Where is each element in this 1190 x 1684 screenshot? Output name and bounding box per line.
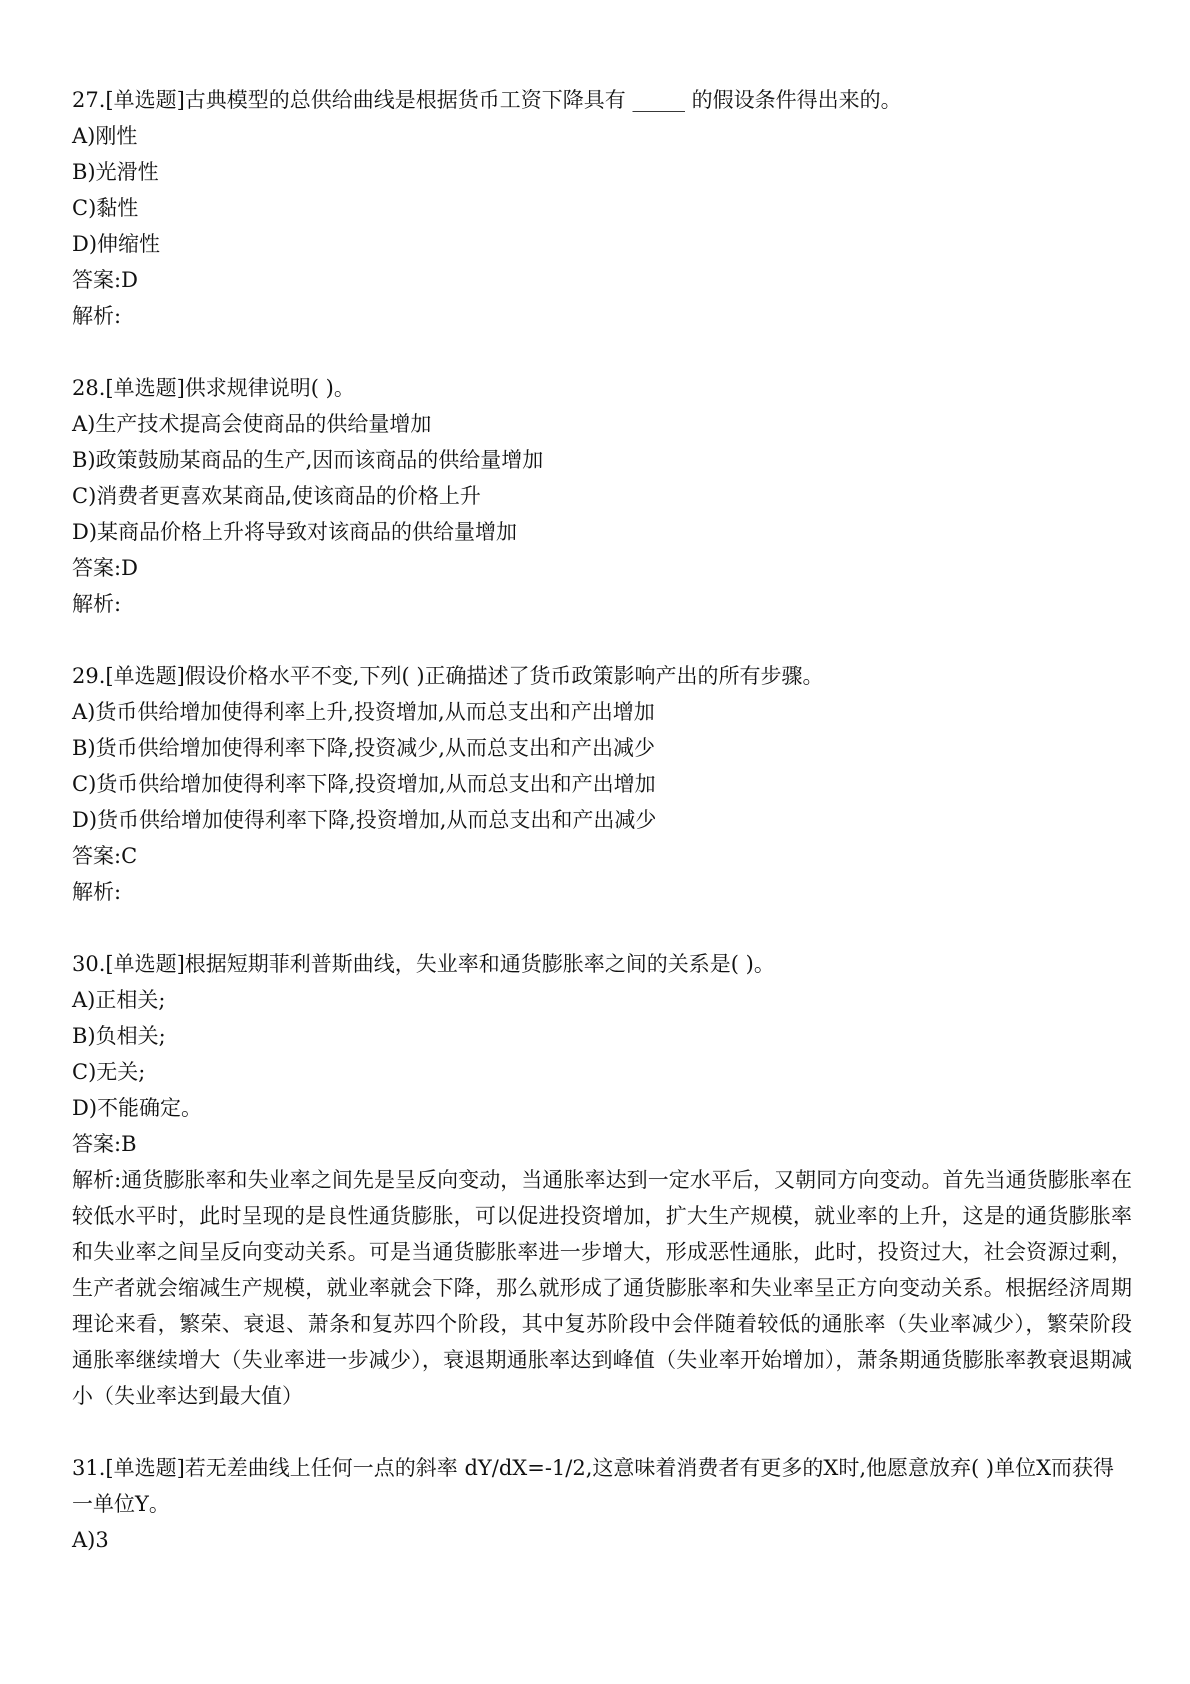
option-d: D)不能确定。	[72, 1096, 203, 1120]
question-stem: 28.[单选题]供求规律说明( )。	[72, 376, 355, 400]
option-c: C)货币供给增加使得利率下降,投资增加,从而总支出和产出增加	[72, 772, 656, 796]
option-b: B)负相关;	[72, 1024, 166, 1048]
answer: 答案:C	[72, 844, 138, 868]
answer: 答案:B	[72, 1132, 137, 1156]
answer: 答案:D	[72, 556, 138, 580]
option-d: D)某商品价格上升将导致对该商品的供给量增加	[72, 520, 518, 544]
option-c: C)黏性	[72, 196, 139, 220]
option-d: D)伸缩性	[72, 232, 161, 256]
analysis: 解析:通货膨胀率和失业率之间先是呈反向变动，当通胀率达到一定水平后，又朝同方向变动。首先当通货膨胀率在较低水平时，此时呈现的是良性通货膨胀，可以促进投资增加，扩大生产规模，就业率的上升，这是的通货膨胀率和失业率之间呈反向变动关系。可是当通货膨胀率进一步增大，形成恶性通胀，此时，投资过大，社会资源过剩，生产者就会缩减生产规模，就业率就会下降，那么就形成了通货膨胀率和失业率呈正方向变动关系。根据经济周期理论来看，繁荣、衰退、萧条和复苏四个阶段，其中复苏阶段中会伴随着较低的通胀率（失业率减少），繁荣阶段通胀率继续增大（失业率进一步减少），衰退期通胀率达到峰值（失业率开始增加），萧条期通货膨胀率教衰退期减小（失业率达到最大值）	[72, 1168, 1132, 1408]
question-27	[72, 82, 1132, 334]
option-b: B)政策鼓励某商品的生产,因而该商品的供给量增加	[72, 448, 544, 472]
option-a: A)正相关;	[72, 988, 166, 1012]
option-c: C)消费者更喜欢某商品,使该商品的价格上升	[72, 484, 481, 508]
answer: 答案:D	[72, 268, 138, 292]
analysis: 解析:	[72, 592, 122, 616]
option-d: D)货币供给增加使得利率下降,投资增加,从而总支出和产出减少	[72, 808, 657, 832]
option-b: B)货币供给增加使得利率下降,投资减少,从而总支出和产出减少	[72, 736, 655, 760]
question-30	[72, 946, 1132, 1414]
question-stem: 31.[单选题]若无差曲线上任何一点的斜率 dY/dX=-1/2,这意味着消费者有更多的X时,他愿意放弃( )单位X而获得一单位Y。	[72, 1456, 1115, 1516]
question-stem: 30.[单选题]根据短期菲利普斯曲线，失业率和通货膨胀率之间的关系是( )。	[72, 952, 775, 976]
option-a: A)刚性	[72, 124, 138, 148]
question-stem: 29.[单选题]假设价格水平不变,下列( )正确描述了货币政策影响产出的所有步骤。	[72, 664, 824, 688]
option-b: B)光滑性	[72, 160, 159, 184]
question-29	[72, 658, 1132, 910]
option-a: A)货币供给增加使得利率上升,投资增加,从而总支出和产出增加	[72, 700, 655, 724]
question-28	[72, 370, 1132, 622]
analysis: 解析:	[72, 880, 122, 904]
question-31	[72, 1450, 1132, 1558]
option-a: A)3	[72, 1528, 109, 1552]
question-stem: 27.[单选题]古典模型的总供给曲线是根据货币工资下降具有 _____ 的假设条件得出来的。	[72, 88, 902, 112]
analysis: 解析:	[72, 304, 122, 328]
document-page	[72, 82, 1132, 1594]
option-c: C)无关;	[72, 1060, 146, 1084]
option-a: A)生产技术提高会使商品的供给量增加	[72, 412, 432, 436]
